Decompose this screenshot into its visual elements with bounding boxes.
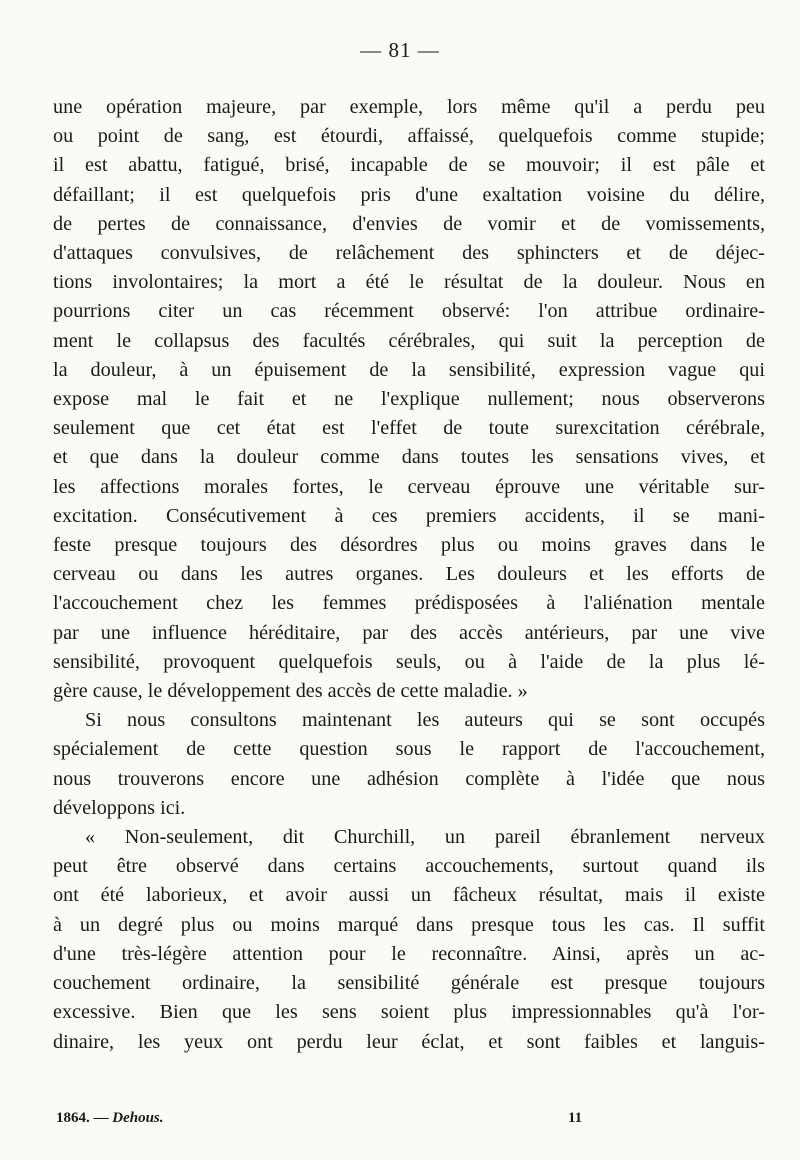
body-text <box>53 93 765 1057</box>
text-line: couchement ordinaire, la sensibilité générale est presque toujours <box>53 972 765 995</box>
text-line: excitation. Consécutivement à ces premiers accidents, il se mani- <box>53 504 765 527</box>
text-line: il est abattu, fatigué, brisé, incapable de se mouvoir; il est pâle et <box>53 154 765 177</box>
text-line: ou point de sang, est étourdi, affaissé, quelquefois comme stupide; <box>53 125 765 148</box>
text-line: dinaire, les yeux ont perdu leur éclat, et sont faibles et languis- <box>53 1030 765 1053</box>
text-line: sensibilité, provoquent quelquefois seuls, ou à l'aide de la plus lé- <box>53 650 765 673</box>
footer-year: 1864. <box>56 1110 90 1126</box>
text-line: seulement que cet état est l'effet de toute surexcitation cérébrale, <box>53 417 765 440</box>
text-line: défaillant; il est quelquefois pris d'une exaltation voisine du délire, <box>53 183 765 206</box>
text-line: par une influence héréditaire, par des accès antérieurs, par une vive <box>53 621 765 644</box>
printer-signature <box>56 1110 164 1127</box>
text-line: à un degré plus ou moins marqué dans presque tous les cas. Il suffit <box>53 913 765 936</box>
text-line: spécialement de cette question sous le rapport de l'accouchement, <box>53 738 765 761</box>
text-line: feste presque toujours des désordres plus ou moins graves dans le <box>53 534 765 557</box>
text-line: cerveau ou dans les autres organes. Les douleurs et les efforts de <box>53 563 765 586</box>
footer-author: Dehous. <box>112 1110 164 1126</box>
text-line: la douleur, à un épuisement de la sensibilité, expression vague qui <box>53 358 765 381</box>
text-line: gère cause, le développement des accès de cette maladie. » <box>53 680 528 703</box>
footer-separator: — <box>89 1110 113 1126</box>
text-line: Si nous consultons maintenant les auteurs qui se sont occupés <box>85 709 765 732</box>
text-line: et que dans la douleur comme dans toutes les sensations vives, et <box>53 446 765 469</box>
text-line: développons ici. <box>53 796 186 819</box>
sheet-number: 11 <box>568 1110 583 1126</box>
text-line: excessive. Bien que les sens soient plus impressionnables qu'à l'or- <box>53 1001 765 1024</box>
text-line: une opération majeure, par exemple, lors même qu'il a perdu peu <box>53 96 765 118</box>
text-line: ment le collapsus des facultés cérébrales, qui suit la perception de <box>53 329 765 352</box>
text-line: l'accouchement chez les femmes prédisposées à l'aliénation mentale <box>53 592 765 615</box>
text-line: d'attaques convulsives, de relâchement des sphincters et de déjec- <box>53 242 765 265</box>
text-line: expose mal le fait et ne l'explique nullement; nous observerons <box>53 388 765 411</box>
text-line: de pertes de connaissance, d'envies de vomir et de vomissements, <box>53 212 765 235</box>
text-line: peut être observé dans certains accouchements, surtout quand ils <box>53 855 765 878</box>
text-line: nous trouverons encore une adhésion complète à l'idée que nous <box>53 767 765 790</box>
text-line: tions involontaires; la mort a été le résultat de la douleur. Nous en <box>53 271 765 294</box>
page-number: — 81 — <box>360 38 440 62</box>
text-line: pourrions citer un cas récemment observé: l'on attribue ordinaire- <box>53 300 765 323</box>
text-line: les affections morales fortes, le cerveau éprouve une véritable sur- <box>53 475 765 498</box>
text-line: d'une très-légère attention pour le reconnaître. Ainsi, après un ac- <box>53 942 765 965</box>
text-line: ont été laborieux, et avoir aussi un fâcheux résultat, mais il existe <box>53 884 765 907</box>
text-line: « Non-seulement, dit Churchill, un pareil ébranlement nerveux <box>85 826 765 849</box>
